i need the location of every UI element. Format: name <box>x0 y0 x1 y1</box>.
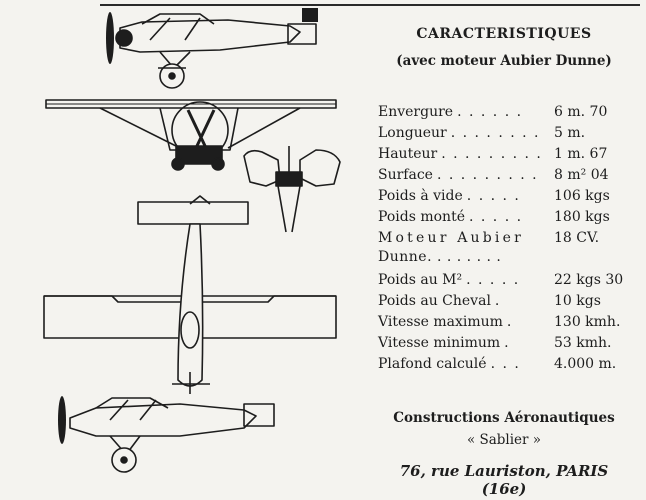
spec-label: Poids monté <box>378 209 465 225</box>
spec-leader-dots: . . . . . <box>466 188 521 204</box>
spec-value: 4.000 m. <box>554 356 617 372</box>
spec-leader-dots: . <box>506 314 513 330</box>
page-subtitle: (avec moteur Aubier Dunne) <box>396 53 612 69</box>
spec-leader-dots: . <box>494 293 501 309</box>
side-view-top-drawing <box>106 8 318 88</box>
constructor-address: 76, rue Lauriston, PARIS (16e) <box>399 462 609 498</box>
spec-leader-dots: . . . . . <box>466 272 520 288</box>
spec-label: Moteur Aubier <box>378 230 524 246</box>
spec-leader-dots: . . . . . . . . . <box>436 167 539 183</box>
spec-row-moteur <box>378 228 640 270</box>
spec-row-hauteur <box>378 144 640 165</box>
engine-detail-drawing <box>244 146 340 232</box>
spec-row-poids-au-cheval <box>378 291 640 312</box>
side-view-bottom-drawing <box>58 396 274 472</box>
spec-row-longueur <box>378 123 640 144</box>
spec-value: 53 kmh. <box>554 335 612 351</box>
spec-value: 6 m. 70 <box>554 104 608 120</box>
spec-leader-dots: . . . . . . . . <box>450 125 540 141</box>
spec-row-plafond-calcule <box>378 354 640 375</box>
spec-label: Vitesse maximum <box>378 314 503 330</box>
spec-leader-dots: . . . . . . <box>457 104 523 120</box>
spec-label: Poids à vide <box>378 188 463 204</box>
spec-label: Hauteur <box>378 146 438 162</box>
spec-value: 8 m² 04 <box>554 167 609 183</box>
spec-label: Plafond calculé <box>378 356 487 372</box>
spec-label: Surface <box>378 167 433 183</box>
spec-leader-dots: . . . . . <box>469 209 523 225</box>
spec-value: 106 kgs <box>554 188 610 204</box>
spec-label-continued: Dunne <box>378 249 428 265</box>
spec-label: Envergure <box>378 104 454 120</box>
spec-value: 22 kgs 30 <box>554 272 624 288</box>
spec-label: Poids au M² <box>378 272 463 288</box>
spec-row-vitesse-minimum <box>378 333 640 354</box>
spec-leader-dots: . <box>504 335 511 351</box>
spec-row-envergure <box>378 102 640 123</box>
spec-row-poids-a-vide <box>378 186 640 207</box>
spec-value: 180 kgs <box>554 209 610 225</box>
spec-row-poids-au-m2 <box>378 270 640 291</box>
spec-row-vitesse-maximum <box>378 312 640 333</box>
spec-label: Vitesse minimum <box>378 335 501 351</box>
spec-leader-dots: . . . . . . . . . <box>441 146 543 162</box>
spec-value: 18 CV. <box>554 230 600 246</box>
spec-row-poids-monte <box>378 207 640 228</box>
spec-leader-dots: . . . . . . . . <box>427 249 502 265</box>
specifications-list <box>378 102 640 375</box>
spec-value: 1 m. 67 <box>554 146 608 162</box>
spec-row-surface <box>378 165 640 186</box>
spec-label: Longueur <box>378 125 447 141</box>
top-view-drawing <box>44 196 336 394</box>
spec-label: Poids au Cheval <box>378 293 491 309</box>
spec-value: 5 m. <box>554 125 586 141</box>
spec-value: 130 kmh. <box>554 314 621 330</box>
spec-value: 10 kgs <box>554 293 601 309</box>
constructor-name: Constructions Aéronautiques <box>393 410 615 426</box>
brand-name: « Sablier » <box>466 432 542 448</box>
front-view-drawing <box>46 100 336 170</box>
page-title: CARACTERISTIQUES <box>416 26 592 42</box>
spec-leader-dots: . . . <box>490 356 521 372</box>
